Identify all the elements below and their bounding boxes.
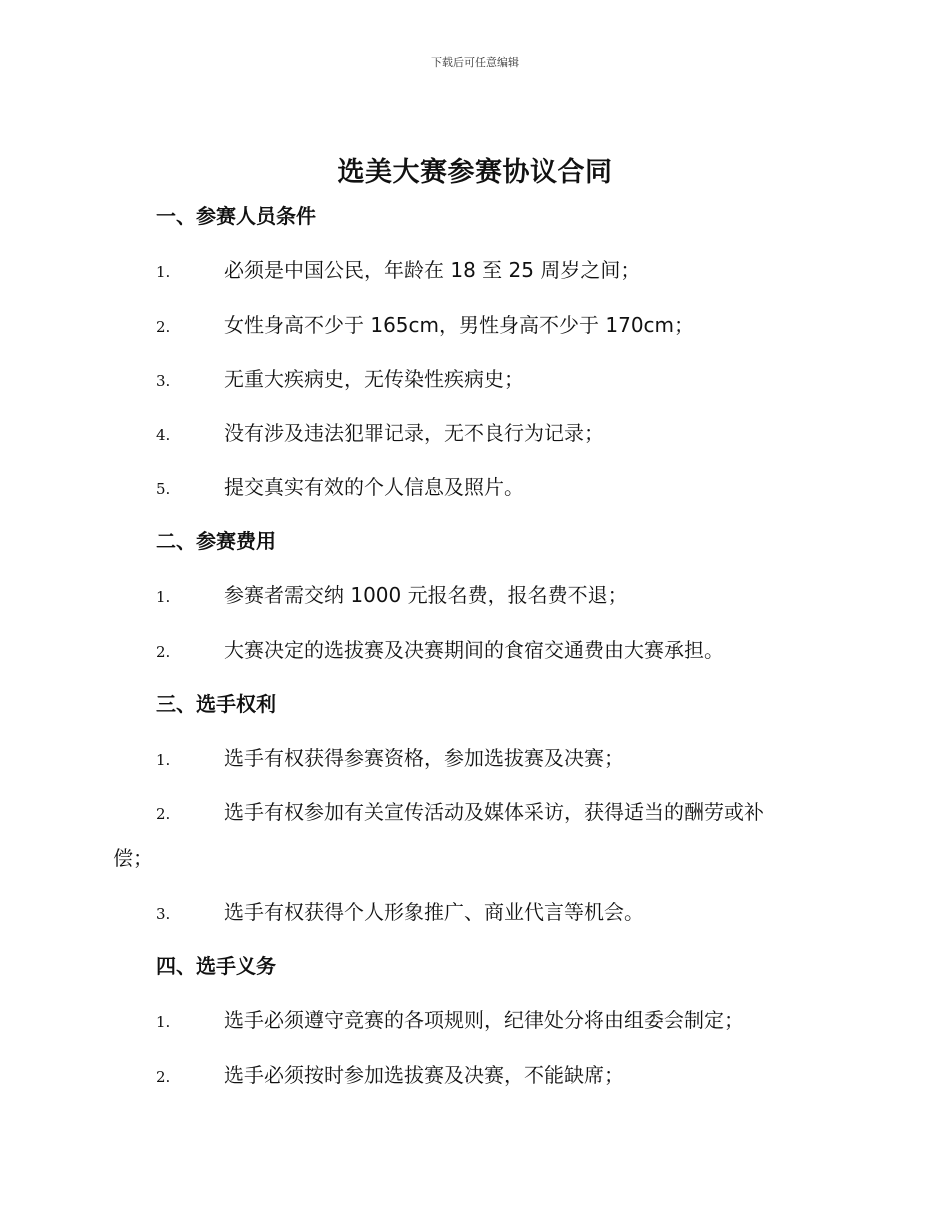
item-number: 4. [156,426,171,444]
list-item [156,796,856,825]
item-text: 没有涉及违法犯罪记录，无不良行为记录； [224,421,604,445]
item-text: 选手有权参加有关宣传活动及媒体采访，获得适当的酬劳或补 [224,800,764,824]
item-text: 选手有权获得个人形象推广、商业代言等机会。 [224,900,644,924]
item-number: 1. [156,1013,171,1031]
item-number: 2. [156,1068,171,1086]
section-heading-4: 四、选手义务 [156,954,276,978]
list-item [156,634,856,663]
item-number: 3. [156,372,171,390]
item-text-continuation: 偿； [113,846,153,870]
section-heading-3: 三、选手权利 [156,692,276,716]
item-number: 5. [156,480,171,498]
section-heading-1: 一、参赛人员条件 [156,204,316,228]
list-item [156,254,856,283]
item-text: 无重大疾病史，无传染性疾病史； [224,367,524,391]
item-number: 3. [156,905,171,923]
list-item [156,579,856,608]
header-note: 下载后可任意编辑 [431,56,519,69]
item-text: 提交真实有效的个人信息及照片。 [224,475,524,499]
item-number: 1. [156,751,171,769]
item-text: 必须是中国公民，年龄在 18 至 25 周岁之间； [224,258,641,282]
section-heading-2: 二、参赛费用 [156,529,276,553]
item-text: 选手有权获得参赛资格，参加选拔赛及决赛； [224,746,624,770]
item-text: 大赛决定的选拔赛及决赛期间的食宿交通费由大赛承担。 [224,638,724,662]
list-item [156,742,856,771]
list-item [156,309,856,338]
list-item [156,363,856,392]
document-title: 选美大赛参赛协议合同 [337,157,613,188]
item-text: 女性身高不少于 165cm，男性身高不少于 170cm； [224,313,695,337]
item-text: 参赛者需交纳 1000 元报名费，报名费不退； [224,583,628,607]
list-item [156,1004,856,1033]
item-number: 2. [156,318,171,336]
list-item [156,471,856,500]
item-text: 选手必须遵守竞赛的各项规则，纪律处分将由组委会制定； [224,1008,744,1032]
list-item [156,896,856,925]
list-item [156,1059,856,1088]
item-number: 2. [156,805,171,823]
item-number: 1. [156,588,171,606]
item-number: 1. [156,263,171,281]
item-text: 选手必须按时参加选拔赛及决赛，不能缺席； [224,1063,624,1087]
item-number: 2. [156,643,171,661]
list-item [156,417,856,446]
